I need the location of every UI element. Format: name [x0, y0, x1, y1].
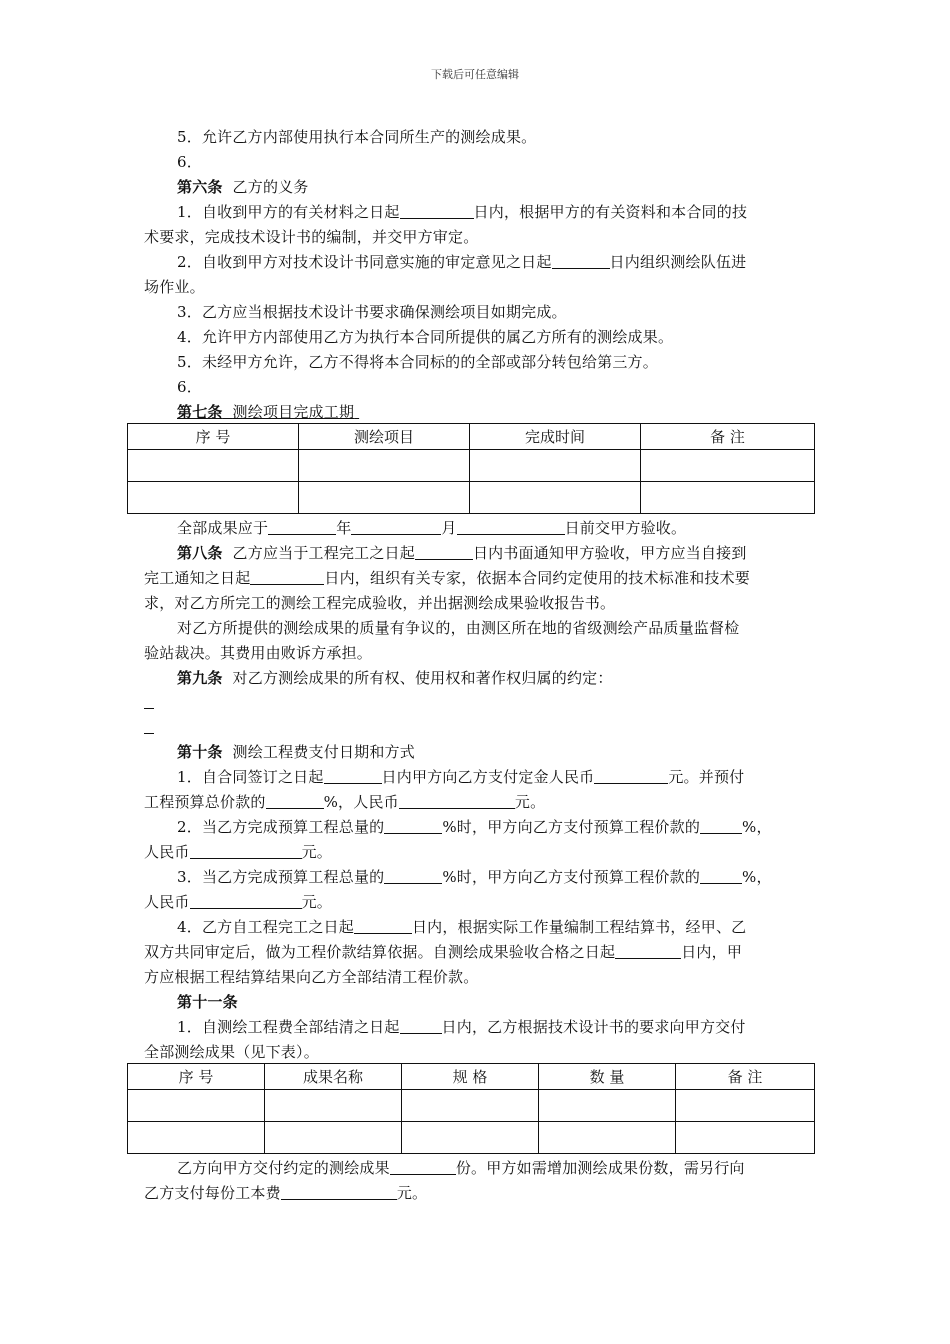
text: 日内，甲 [681, 943, 743, 961]
article-10-subtitle: 测绘工程费支付日期和方式 [232, 743, 415, 761]
article-8-line-2 [144, 568, 750, 588]
blank [354, 918, 412, 934]
text: 工程预算总价款的 [144, 793, 266, 811]
table-cell [539, 1122, 676, 1154]
article-6-item-2 [177, 252, 746, 272]
text: 日内书面通知甲方验收，甲方应当自接到 [472, 544, 747, 562]
schedule-table [127, 423, 815, 514]
table-cell [299, 482, 470, 514]
table-header-row [128, 424, 815, 450]
article-10-item-1 [177, 767, 744, 787]
blank [700, 868, 742, 884]
article-8-line-1 [177, 543, 747, 563]
article-8-line-3: 求，对乙方所完工的测绘工程完成验收，并出据测绘成果验收报告书。 [144, 594, 616, 612]
text: %时，甲方向乙方支付预算工程价款的 [442, 818, 701, 836]
blank [390, 1159, 456, 1175]
text: %，人民币 [323, 793, 399, 811]
article-10-item-4 [177, 917, 746, 937]
article-6-item-1-cont: 术要求，完成技术设计书的编制，并交甲方审定。 [144, 228, 479, 246]
article-11-item-1 [177, 1017, 746, 1037]
article-6-item-6: 6． [177, 378, 202, 396]
table-cell [265, 1122, 402, 1154]
table-header-cell: 序 号 [128, 424, 299, 450]
table-header-cell: 数 量 [539, 1064, 676, 1090]
table-header-cell: 测绘项目 [299, 424, 470, 450]
table-cell [539, 1090, 676, 1122]
table-header-cell: 备 注 [641, 424, 815, 450]
text: %时，甲方向乙方支付预算工程价款的 [442, 868, 701, 886]
delivery-copies-line [177, 1158, 745, 1178]
article-9-heading [177, 668, 613, 688]
article-10-item-2-cont [144, 842, 332, 862]
article-11-title: 第十一条 [177, 993, 238, 1011]
table-header-cell: 规 格 [402, 1064, 539, 1090]
table-cell [641, 482, 815, 514]
text: 日内组织测绘队伍进 [609, 253, 747, 271]
text: 人民币 [144, 893, 190, 911]
table-cell [676, 1122, 815, 1154]
blank-line [144, 733, 154, 734]
blank-line [144, 708, 154, 709]
blank [594, 768, 668, 784]
article-6-item-2-cont: 场作业。 [144, 278, 205, 296]
table-header-cell: 备 注 [676, 1064, 815, 1090]
table-cell [402, 1090, 539, 1122]
table-cell [128, 1122, 265, 1154]
table-cell [128, 450, 299, 482]
text: 日前交甲方验收。 [564, 519, 687, 537]
article-6-item-4: 4．允许甲方内部使用乙方为执行本合同所提供的属乙方所有的测绘成果。 [177, 328, 674, 346]
text: 日内，根据甲方的有关资料和本合同的技 [473, 203, 748, 221]
blank [266, 793, 324, 809]
text: 月 [441, 519, 457, 537]
table-row [128, 1122, 815, 1154]
delivery-copies-line-cont [144, 1183, 427, 1203]
text: %， [742, 868, 772, 886]
article-10-heading [177, 742, 415, 762]
text: 年 [336, 519, 352, 537]
text: 日内，乙方根据技术设计书的要求向甲方交付 [441, 1018, 746, 1036]
article-10-item-2 [177, 817, 772, 837]
completion-date-line [177, 518, 686, 538]
article-10-item-3 [177, 867, 772, 887]
text: 元。 [301, 843, 333, 861]
text: 日内，根据实际工作量编制工程结算书，经甲、乙 [411, 918, 747, 936]
article-10-item-4-cont [144, 942, 742, 962]
article-8-line-5: 验站裁决。其费用由败诉方承担。 [144, 644, 373, 662]
blank [400, 203, 474, 219]
table-header-cell: 成果名称 [265, 1064, 402, 1090]
clause-5: 5．允许乙方内部使用执行本合同所生产的测绘成果。 [177, 128, 537, 146]
article-6-subtitle: 乙方的义务 [232, 178, 309, 196]
article-10-title: 第十条 [177, 743, 223, 761]
text: 乙方向甲方交付约定的测绘成果 [177, 1159, 390, 1177]
text: 乙方应当于工程完工之日起 [232, 544, 415, 562]
article-7-subtitle: 测绘项目完成工期 [232, 403, 355, 421]
blank [281, 1184, 397, 1200]
text: 乙方支付每份工本费 [144, 1184, 281, 1202]
blank [399, 793, 515, 809]
table-cell [641, 450, 815, 482]
text: 1．自合同签订之日起 [177, 768, 324, 786]
blank [384, 818, 442, 834]
text: 元。 [301, 893, 333, 911]
blank [351, 519, 441, 535]
article-7-heading [177, 402, 359, 422]
article-7-title: 第七条 [177, 403, 223, 421]
text: 1．自收到甲方的有关材料之日起 [177, 203, 400, 221]
text: 2．自收到甲方对技术设计书同意实施的审定意见之日起 [177, 253, 552, 271]
text: 全部成果应于 [177, 519, 269, 537]
text: 份。甲方如需增加测绘成果份数，需另行向 [455, 1159, 745, 1177]
article-10-item-4-cont2: 方应根据工程结算结果向乙方全部结清工程价款。 [144, 968, 479, 986]
article-6-item-3: 3．乙方应当根据技术设计书要求确保测绘项目如期完成。 [177, 303, 567, 321]
clause-6: 6． [177, 153, 202, 171]
blank [190, 843, 302, 859]
blank [552, 253, 610, 269]
table-row [128, 482, 815, 514]
text: 4．乙方自工程完工之日起 [177, 918, 354, 936]
table-row [128, 1090, 815, 1122]
deliverables-table [127, 1063, 815, 1154]
text: 3．当乙方完成预算工程总量的 [177, 868, 385, 886]
blank [250, 569, 324, 585]
article-11-item-1-cont: 全部测绘成果（见下表）。 [144, 1043, 319, 1061]
article-6-item-5: 5．未经甲方允许，乙方不得将本合同标的的全部或部分转包给第三方。 [177, 353, 658, 371]
text: 元。并预付 [668, 768, 745, 786]
table-cell [128, 1090, 265, 1122]
article-6-item-1 [177, 202, 747, 222]
table-header-cell: 序 号 [128, 1064, 265, 1090]
blank [700, 818, 742, 834]
article-10-item-3-cont [144, 892, 332, 912]
table-cell [470, 482, 641, 514]
blank [400, 1018, 442, 1034]
table-cell [470, 450, 641, 482]
article-9-subtitle: 对乙方测绘成果的所有权、使用权和著作权归属的约定： [232, 669, 613, 687]
blank [415, 544, 473, 560]
article-8-title: 第八条 [177, 544, 223, 562]
text: 完工通知之日起 [144, 569, 251, 587]
page-header: 下载后可任意编辑 [431, 68, 519, 81]
article-10-item-1-cont [144, 792, 545, 812]
article-6-heading [177, 177, 309, 197]
blank [615, 943, 681, 959]
blank [190, 893, 302, 909]
article-6-title: 第六条 [177, 178, 223, 196]
text: 1．自测绘工程费全部结清之日起 [177, 1018, 400, 1036]
article-8-line-4: 对乙方所提供的测绘成果的质量有争议的，由测区所在地的省级测绘产品质量监督检 [177, 619, 740, 637]
article-9-title: 第九条 [177, 669, 223, 687]
table-cell [402, 1122, 539, 1154]
blank [384, 868, 442, 884]
table-header-row [128, 1064, 815, 1090]
text: 2．当乙方完成预算工程总量的 [177, 818, 385, 836]
blank [457, 519, 565, 535]
blank [268, 519, 336, 535]
table-cell [299, 450, 470, 482]
text: 双方共同审定后，做为工程价款结算依据。自测绘成果验收合格之日起 [144, 943, 616, 961]
table-cell [265, 1090, 402, 1122]
text: 元。 [396, 1184, 428, 1202]
table-row [128, 450, 815, 482]
text: 人民币 [144, 843, 190, 861]
table-cell [676, 1090, 815, 1122]
text: 元。 [514, 793, 546, 811]
text: 日内，组织有关专家，依据本合同约定使用的技术标准和技术要 [324, 569, 751, 587]
table-cell [128, 482, 299, 514]
table-header-cell: 完成时间 [470, 424, 641, 450]
text: %， [742, 818, 772, 836]
blank [324, 768, 382, 784]
text: 日内甲方向乙方支付定金人民币 [381, 768, 595, 786]
